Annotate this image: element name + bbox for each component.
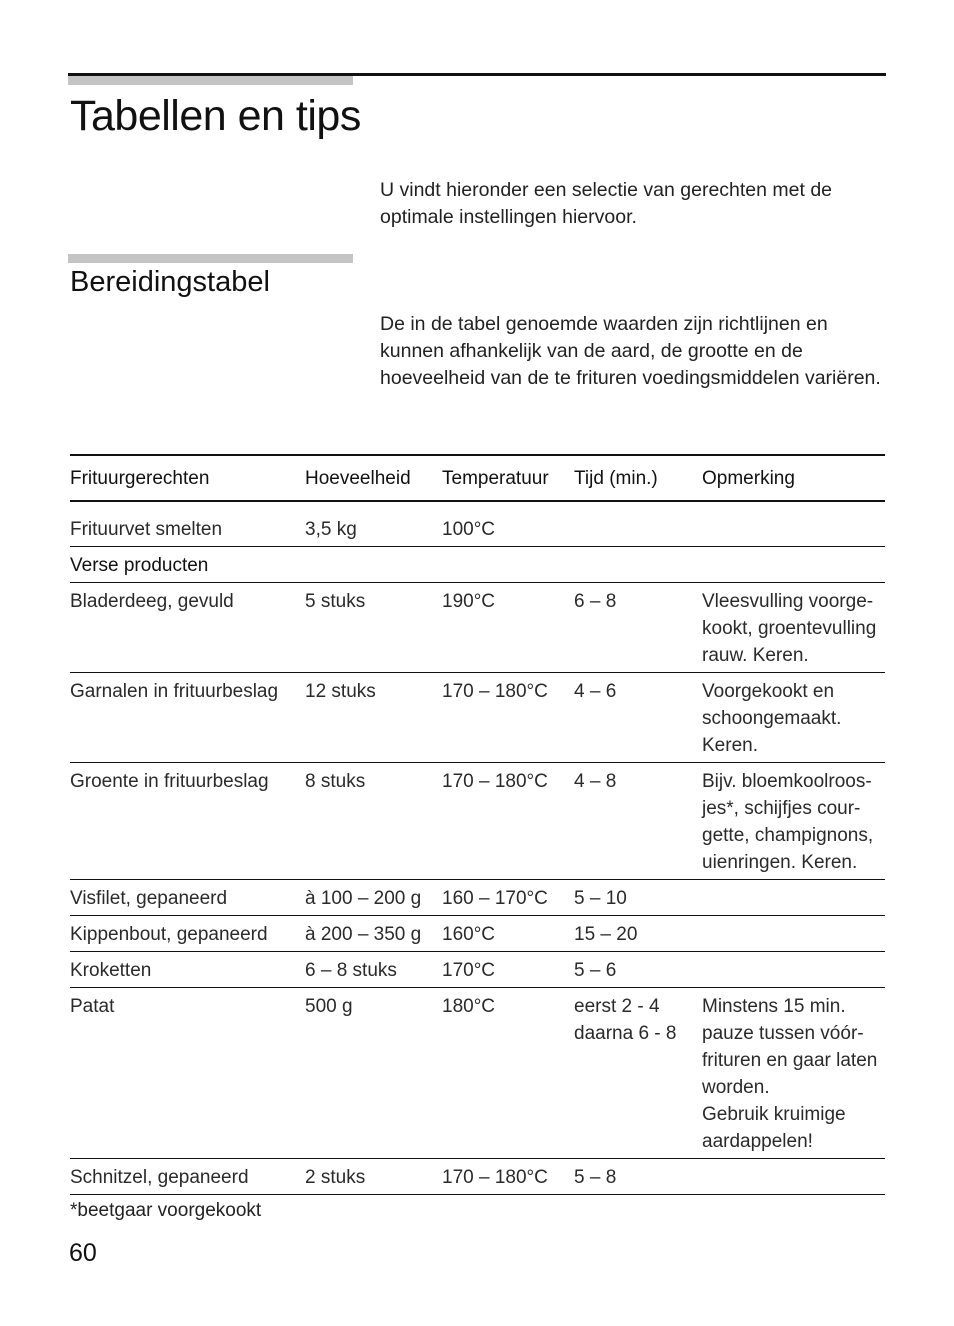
cell-dish: Patat — [70, 988, 305, 1159]
cell-time: eerst 2 - 4 daarna 6 - 8 — [574, 988, 702, 1159]
cell-temperature: 180°C — [442, 988, 574, 1159]
page-number: 60 — [69, 1239, 97, 1267]
cell-dish: Visfilet, gepaneerd — [70, 880, 305, 916]
cell-dish: Schnitzel, gepaneerd — [70, 1159, 305, 1195]
cell-temperature: 100°C — [442, 501, 574, 547]
cell-remark — [702, 952, 885, 988]
cell-temperature: 170 – 180°C — [442, 673, 574, 763]
table-header-row — [70, 455, 885, 501]
cell-time — [574, 547, 702, 583]
cell-remark: Vleesvulling voorge- kookt, groentevulling rauw. Keren. — [702, 583, 885, 673]
cell-quantity: à 200 – 350 g — [305, 916, 442, 952]
table-body — [70, 501, 885, 1195]
cell-remark — [702, 916, 885, 952]
table-row — [70, 763, 885, 880]
table-row — [70, 880, 885, 916]
cell-remark — [702, 547, 885, 583]
cell-dish: Garnalen in frituurbeslag — [70, 673, 305, 763]
header-remark: Opmerking — [702, 455, 885, 501]
cell-time: 4 – 6 — [574, 673, 702, 763]
cell-time: 5 – 10 — [574, 880, 702, 916]
header-temperature: Temperatuur — [442, 455, 574, 501]
cell-quantity: à 100 – 200 g — [305, 880, 442, 916]
cell-temperature: 160 – 170°C — [442, 880, 574, 916]
cell-dish: Frituurvet smelten — [70, 501, 305, 547]
cell-remark: Voorgekookt en schoongemaakt. Keren. — [702, 673, 885, 763]
cell-quantity: 500 g — [305, 988, 442, 1159]
cell-time: 5 – 8 — [574, 1159, 702, 1195]
cell-remark: Minstens 15 min. pauze tussen vóór- frituren en gaar laten worden. Gebruik kruimige aardappelen! — [702, 988, 885, 1159]
table-row — [70, 916, 885, 952]
footnote: *beetgaar voorgekookt — [70, 1200, 262, 1221]
cell-remark — [702, 1159, 885, 1195]
cell-temperature: 170°C — [442, 952, 574, 988]
table-row — [70, 583, 885, 673]
cell-temperature: 170 – 180°C — [442, 763, 574, 880]
cell-quantity — [305, 547, 442, 583]
header-quantity: Hoeveelheid — [305, 455, 442, 501]
section-text: De in de tabel genoemde waarden zijn richtlijnen en kunnen afhankelijk van de aard, de grootte en de hoeveelheid van de te frituren voedingsmiddelen variëren. — [380, 313, 881, 389]
preparation-table — [70, 454, 885, 1195]
cell-time: 15 – 20 — [574, 916, 702, 952]
table-row — [70, 673, 885, 763]
cell-dish: Kroketten — [70, 952, 305, 988]
header-dish: Frituurgerechten — [70, 455, 305, 501]
cell-quantity: 3,5 kg — [305, 501, 442, 547]
intro-text: U vindt hieronder een selectie van gerechten met de optimale instellingen hiervoor. — [380, 179, 833, 228]
cell-quantity: 2 stuks — [305, 1159, 442, 1195]
header-time: Tijd (min.) — [574, 455, 702, 501]
cell-time: 4 – 8 — [574, 763, 702, 880]
cell-time: 5 – 6 — [574, 952, 702, 988]
table-row — [70, 1159, 885, 1195]
cell-quantity: 8 stuks — [305, 763, 442, 880]
page-title: Tabellen en tips — [70, 92, 361, 140]
table-row — [70, 988, 885, 1159]
cell-temperature — [442, 547, 574, 583]
table-row — [70, 952, 885, 988]
title-rule — [68, 73, 886, 76]
cell-remark — [702, 880, 885, 916]
cell-temperature: 160°C — [442, 916, 574, 952]
cell-quantity: 6 – 8 stuks — [305, 952, 442, 988]
table-row — [70, 501, 885, 547]
cell-temperature: 190°C — [442, 583, 574, 673]
cell-remark — [702, 501, 885, 547]
cell-time — [574, 501, 702, 547]
cell-quantity: 12 stuks — [305, 673, 442, 763]
cell-temperature: 170 – 180°C — [442, 1159, 574, 1195]
title-accent-bar — [68, 76, 353, 85]
cell-dish: Kippenbout, gepaneerd — [70, 916, 305, 952]
cell-dish: Verse producten — [70, 547, 305, 583]
cell-dish: Bladerdeeg, gevuld — [70, 583, 305, 673]
cell-quantity: 5 stuks — [305, 583, 442, 673]
section-title: Bereidingstabel — [70, 266, 270, 298]
cell-dish: Groente in frituurbeslag — [70, 763, 305, 880]
cell-time: 6 – 8 — [574, 583, 702, 673]
section-accent-bar — [68, 254, 353, 263]
table-section-row — [70, 547, 885, 583]
cell-remark: Bijv. bloemkoolroos- jes*, schijfjes cour- gette, champignons, uienringen. Keren. — [702, 763, 885, 880]
